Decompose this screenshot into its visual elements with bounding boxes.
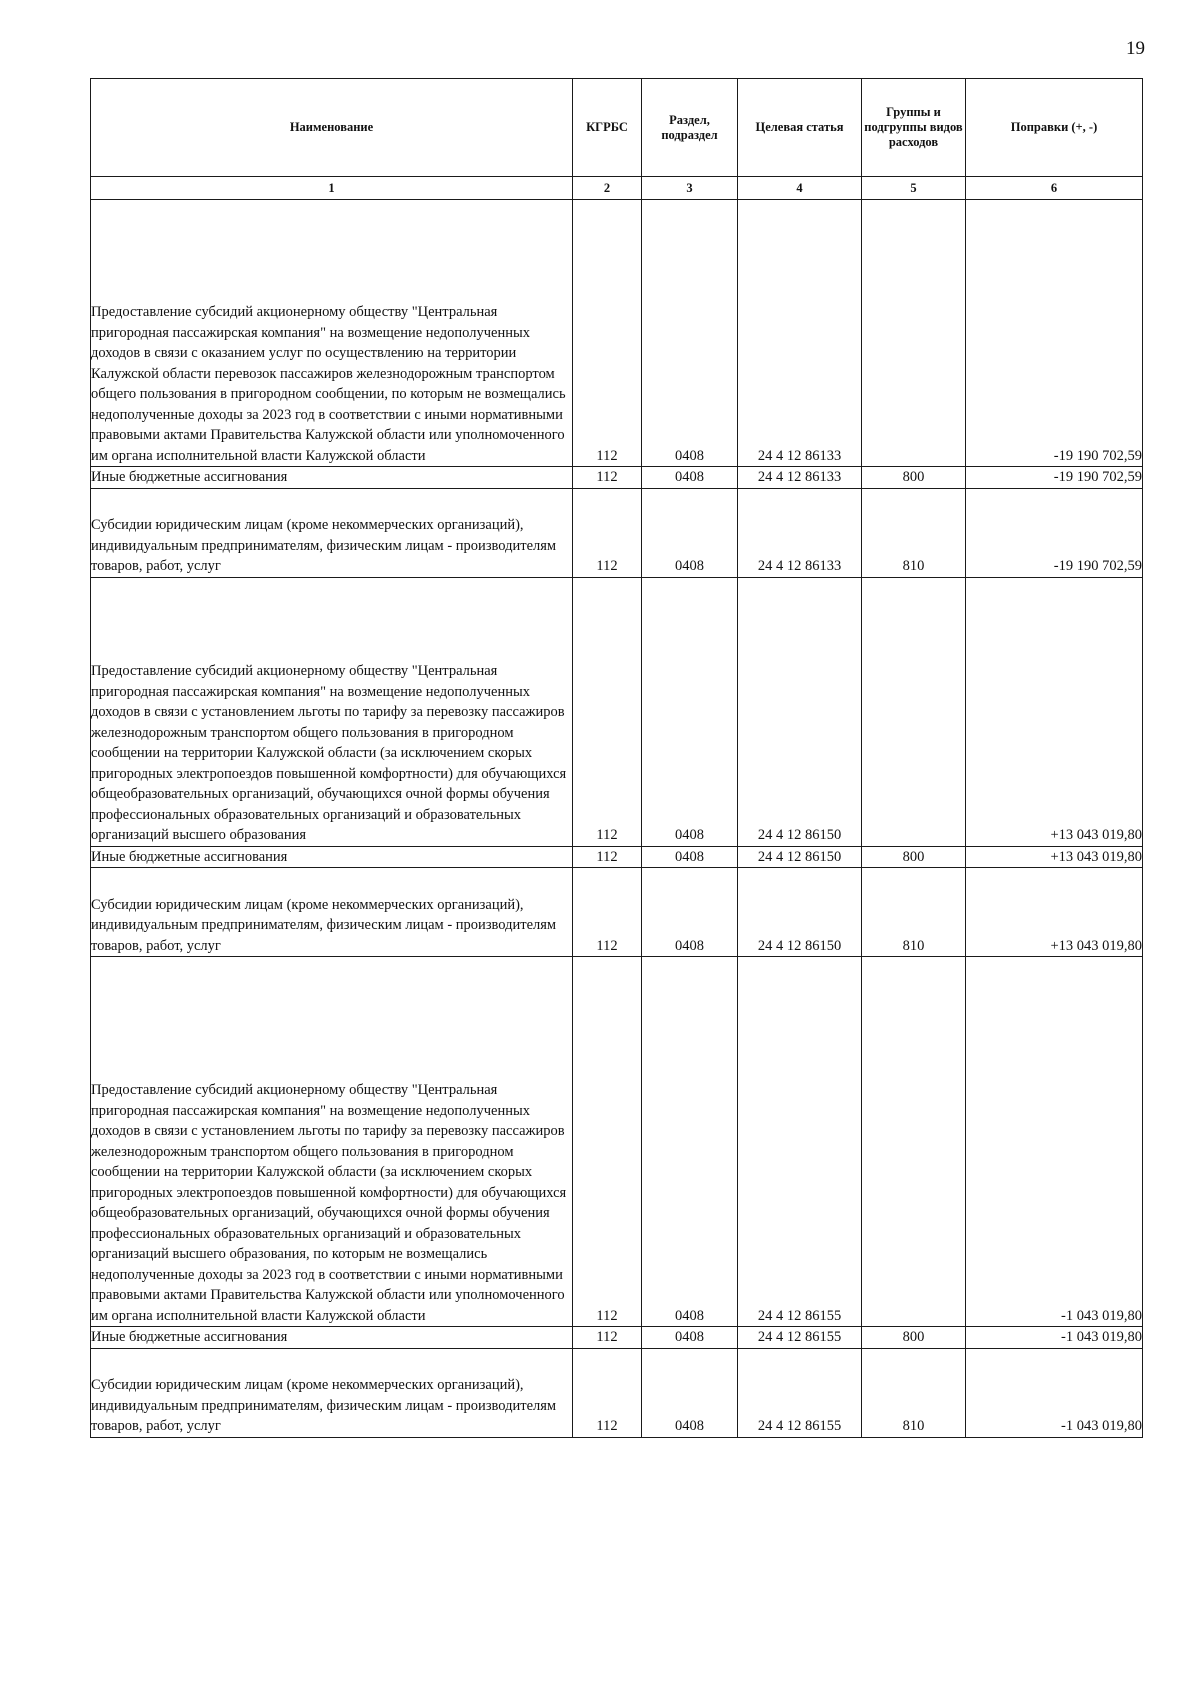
table-row (91, 467, 1143, 489)
column-number: 6 (966, 177, 1143, 200)
table-row (91, 577, 1143, 846)
section-cell: 0408 (642, 467, 738, 489)
section-cell: 0408 (642, 200, 738, 467)
group-cell (862, 577, 966, 846)
amount-cell: +13 043 019,80 (966, 868, 1143, 957)
kgrbs-cell: 112 (573, 957, 642, 1327)
header-target: Целевая статья (738, 79, 862, 177)
target-cell: 24 4 12 86133 (738, 467, 862, 489)
header-amendments: Поправки (+, -) (966, 79, 1143, 177)
column-number: 5 (862, 177, 966, 200)
table-row (91, 1348, 1143, 1437)
budget-amendments-table (90, 78, 1143, 1438)
section-cell: 0408 (642, 1348, 738, 1437)
amount-cell: -19 190 702,59 (966, 200, 1143, 467)
group-cell: 810 (862, 1348, 966, 1437)
group-cell: 800 (862, 467, 966, 489)
header-kgrbs: КГРБС (573, 79, 642, 177)
page-number: 19 (1126, 38, 1145, 59)
column-number-row (91, 177, 1143, 200)
kgrbs-cell: 112 (573, 200, 642, 467)
group-cell (862, 200, 966, 467)
group-cell: 800 (862, 1327, 966, 1349)
header-groups: Группы и подгруппы видов расходов (862, 79, 966, 177)
header-name: Наименование (91, 79, 573, 177)
item-name: Предоставление субсидий акционерному обществу "Центральная пригородная пассажирская компания" на возмещение недополученных доходов в связи с установлением льготы по тарифу за перевозку пассажиров железнодорожным транспортом общего пользования в пригородном сообщении на территории Калужской области (за исключением скорых пригородных электропоездов повышенной комфортности) для обучающихся общеобразовательных организаций, обучающихся очной формы обучения профессиональных образовательных организаций и образовательных организаций высшего образования (91, 577, 573, 846)
target-cell: 24 4 12 86150 (738, 846, 862, 868)
header-row (91, 79, 1143, 177)
amount-cell: -19 190 702,59 (966, 488, 1143, 577)
table-row (91, 1327, 1143, 1349)
header-section: Раздел, подраздел (642, 79, 738, 177)
section-cell: 0408 (642, 868, 738, 957)
column-number: 4 (738, 177, 862, 200)
kgrbs-cell: 112 (573, 868, 642, 957)
column-number: 3 (642, 177, 738, 200)
target-cell: 24 4 12 86133 (738, 488, 862, 577)
group-cell: 810 (862, 488, 966, 577)
amount-cell: +13 043 019,80 (966, 577, 1143, 846)
group-cell: 800 (862, 846, 966, 868)
amount-cell: +13 043 019,80 (966, 846, 1143, 868)
section-cell: 0408 (642, 577, 738, 846)
target-cell: 24 4 12 86150 (738, 577, 862, 846)
target-cell: 24 4 12 86155 (738, 1348, 862, 1437)
item-name: Предоставление субсидий акционерному обществу "Центральная пригородная пассажирская компания" на возмещение недополученных доходов в связи с оказанием услуг по осуществлению на территории Калужской области перевозок пассажиров железнодорожным транспортом общего пользования в пригородном сообщении, по которым не возмещались недополученные доходы за 2023 год в соответствии с иными нормативными правовыми актами Правительства Калужской области или уполномоченного им органа исполнительной власти Калужской области (91, 200, 573, 467)
group-cell (862, 957, 966, 1327)
table-row (91, 957, 1143, 1327)
kgrbs-cell: 112 (573, 1348, 642, 1437)
table-row (91, 488, 1143, 577)
kgrbs-cell: 112 (573, 488, 642, 577)
amount-cell: -1 043 019,80 (966, 957, 1143, 1327)
target-cell: 24 4 12 86133 (738, 200, 862, 467)
column-number: 2 (573, 177, 642, 200)
item-name: Предоставление субсидий акционерному обществу "Центральная пригородная пассажирская компания" на возмещение недополученных доходов в связи с установлением льготы по тарифу за перевозку пассажиров железнодорожным транспортом общего пользования в пригородном сообщении на территории Калужской области (за исключением скорых пригородных электропоездов повышенной комфортности) для обучающихся общеобразовательных организаций, обучающихся очной формы обучения профессиональных образовательных организаций и образовательных организаций высшего образования, по которым не возмещались недополученные доходы за 2023 год в соответствии с иными нормативными правовыми актами Правительства Калужской области или уполномоченного им органа исполнительной власти Калужской области (91, 957, 573, 1327)
item-name: Иные бюджетные ассигнования (91, 1327, 573, 1349)
amount-cell: -19 190 702,59 (966, 467, 1143, 489)
kgrbs-cell: 112 (573, 577, 642, 846)
section-cell: 0408 (642, 957, 738, 1327)
kgrbs-cell: 112 (573, 467, 642, 489)
item-name: Субсидии юридическим лицам (кроме некоммерческих организаций), индивидуальным предпринимателям, физическим лицам - производителям товаров, работ, услуг (91, 868, 573, 957)
section-cell: 0408 (642, 1327, 738, 1349)
table-row (91, 846, 1143, 868)
table-body (91, 200, 1143, 1438)
target-cell: 24 4 12 86155 (738, 957, 862, 1327)
kgrbs-cell: 112 (573, 1327, 642, 1349)
section-cell: 0408 (642, 846, 738, 868)
column-number: 1 (91, 177, 573, 200)
item-name: Субсидии юридическим лицам (кроме некоммерческих организаций), индивидуальным предпринимателям, физическим лицам - производителям товаров, работ, услуг (91, 1348, 573, 1437)
amount-cell: -1 043 019,80 (966, 1327, 1143, 1349)
table-row (91, 200, 1143, 467)
target-cell: 24 4 12 86155 (738, 1327, 862, 1349)
section-cell: 0408 (642, 488, 738, 577)
group-cell: 810 (862, 868, 966, 957)
kgrbs-cell: 112 (573, 846, 642, 868)
item-name: Субсидии юридическим лицам (кроме некоммерческих организаций), индивидуальным предпринимателям, физическим лицам - производителям товаров, работ, услуг (91, 488, 573, 577)
amount-cell: -1 043 019,80 (966, 1348, 1143, 1437)
item-name: Иные бюджетные ассигнования (91, 467, 573, 489)
target-cell: 24 4 12 86150 (738, 868, 862, 957)
table-row (91, 868, 1143, 957)
item-name: Иные бюджетные ассигнования (91, 846, 573, 868)
